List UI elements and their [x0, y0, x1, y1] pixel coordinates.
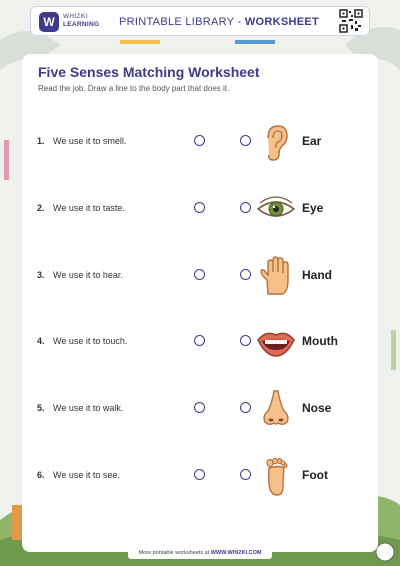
match-row: [0, 256, 400, 296]
row-clue: We use it to taste.: [53, 203, 125, 213]
footer-site-link[interactable]: WWW.WHIZKI.COM: [210, 550, 262, 556]
library-title: [119, 16, 319, 28]
match-row: [0, 122, 400, 162]
row-number: 4.: [37, 336, 45, 346]
left-match-circle[interactable]: [194, 402, 205, 413]
answer-label: Eye: [302, 201, 324, 215]
answer-label: Nose: [302, 401, 332, 415]
right-match-circle[interactable]: [240, 269, 251, 280]
answer-label: Foot: [302, 468, 328, 482]
left-match-circle[interactable]: [194, 135, 205, 146]
right-match-circle[interactable]: [240, 135, 251, 146]
row-number: 2.: [37, 203, 45, 213]
library-type: WORKSHEET: [244, 16, 320, 28]
brand-line-1: WHIZKI: [63, 13, 88, 20]
right-match-circle[interactable]: [240, 402, 251, 413]
right-match-circle[interactable]: [240, 335, 251, 346]
header-bar: [30, 6, 370, 36]
answer-label: Hand: [302, 268, 332, 282]
footer-text: More printable worksheets at: [138, 550, 211, 556]
row-clue: We use it to hear.: [53, 270, 123, 280]
worksheet-instruction: Read the job. Draw a line to the body part that does it.: [38, 84, 230, 93]
qr-code-icon: [339, 9, 363, 33]
match-row: [0, 189, 400, 229]
match-row: [0, 322, 400, 362]
worksheet-title: Five Senses Matching Worksheet: [38, 64, 260, 80]
left-match-circle[interactable]: [194, 469, 205, 480]
row-clue: We use it to smell.: [53, 136, 127, 146]
brand-name: [63, 13, 99, 29]
match-row: [0, 456, 400, 496]
answer-label: Ear: [302, 134, 322, 148]
row-number: 5.: [37, 403, 45, 413]
row-number: 6.: [37, 470, 45, 480]
row-clue: We use it to see.: [53, 470, 120, 480]
left-match-circle[interactable]: [194, 335, 205, 346]
right-match-circle[interactable]: [240, 202, 251, 213]
nose-icon: [256, 389, 296, 429]
footer-note: [128, 547, 272, 559]
right-match-circle[interactable]: [240, 469, 251, 480]
match-row: [0, 389, 400, 429]
foot-icon: [256, 456, 296, 496]
row-clue: We use it to touch.: [53, 336, 128, 346]
row-number: 1.: [37, 136, 45, 146]
left-match-circle[interactable]: [194, 269, 205, 280]
eye-icon: [256, 189, 296, 229]
whizki-logo-icon: W: [39, 12, 59, 32]
row-number: 3.: [37, 270, 45, 280]
row-clue: We use it to walk.: [53, 403, 124, 413]
mouth-icon: [256, 322, 296, 362]
ear-icon: [256, 122, 296, 162]
hand-icon: [256, 256, 296, 296]
brand-line-2: LEARNING: [63, 21, 100, 28]
answer-label: Mouth: [302, 334, 338, 348]
library-label: PRINTABLE LIBRARY -: [119, 16, 245, 28]
left-match-circle[interactable]: [194, 202, 205, 213]
